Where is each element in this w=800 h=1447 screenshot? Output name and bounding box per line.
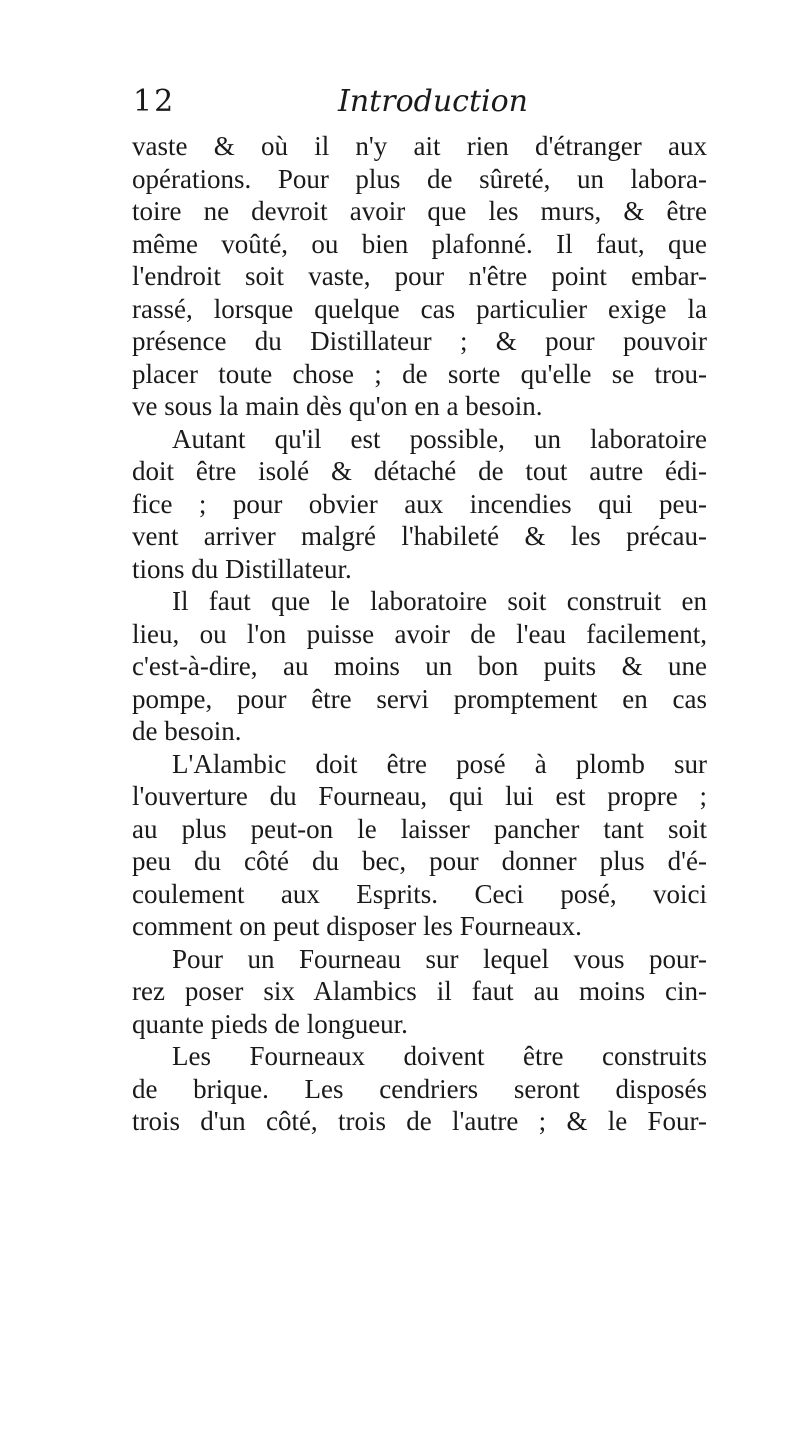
text-line: comment on peut disposer les Fourneaux. — [132, 911, 582, 941]
text-line: au plus peut-on le laisser pancher tant soit — [132, 813, 707, 844]
text-line: tions du Distillateur. — [132, 553, 352, 584]
text-line: pompe, pour être servi promptement en cas — [132, 683, 707, 714]
body-text — [132, 130, 707, 1138]
text-line: c'est-à-dire, au moins un bon puits & une — [132, 651, 707, 681]
running-title: Introduction — [338, 84, 528, 119]
text-line: rassé, lorsque quelque cas particulier exige la — [132, 293, 707, 324]
text-line: l'endroit soit vaste, pour n'être point embar- — [132, 261, 707, 291]
running-head — [133, 84, 703, 126]
text-line: présence du Distillateur ; & pour pouvoir — [132, 326, 707, 356]
text-line: rez poser six Alambics il faut au moins cin- — [132, 976, 707, 1006]
text-line: doit être isolé & détaché de tout autre édi- — [132, 456, 707, 486]
text-line: vent arriver malgré l'habileté & les précau- — [132, 521, 707, 551]
text-line: même voûté, ou bien plafonné. Il faut, que — [132, 228, 707, 259]
text-line: quante pieds de longueur. — [132, 1008, 408, 1039]
text-line: toire ne devroit avoir que les murs, & être — [132, 196, 707, 226]
text-line: Les Fourneaux doivent être construits — [172, 1041, 707, 1071]
text-line: peu du côté du bec, pour donner plus d'é- — [132, 846, 707, 876]
text-line: fice ; pour obvier aux incendies qui peu- — [132, 488, 707, 519]
text-line: opérations. Pour plus de sûreté, un labora- — [132, 163, 707, 194]
page-number: 12 — [133, 84, 176, 119]
text-line: coulement aux Esprits. Ceci posé, voici — [132, 878, 707, 909]
text-line: vaste & où il n'y ait rien d'étranger aux — [132, 131, 707, 161]
text-line: de brique. Les cendriers seront disposés — [132, 1073, 707, 1104]
text-line: lieu, ou l'on puisse avoir de l'eau facilement, — [132, 618, 707, 649]
text-line: Il faut que le laboratoire soit construit en — [172, 586, 707, 616]
text-line: trois d'un côté, trois de l'autre ; & le Four- — [132, 1106, 707, 1136]
text-line: placer toute chose ; de sorte qu'elle se trou- — [132, 358, 707, 389]
text-line: Pour un Fourneau sur lequel vous pour- — [172, 943, 707, 974]
text-line: ve sous la main dès qu'on en a besoin. — [132, 391, 543, 421]
text-line: Autant qu'il est possible, un laboratoire — [172, 423, 707, 454]
text-line: L'Alambic doit être posé à plomb sur — [172, 748, 707, 779]
text-line: de besoin. — [132, 716, 242, 746]
text-line: l'ouverture du Fourneau, qui lui est propre ; — [132, 781, 707, 811]
